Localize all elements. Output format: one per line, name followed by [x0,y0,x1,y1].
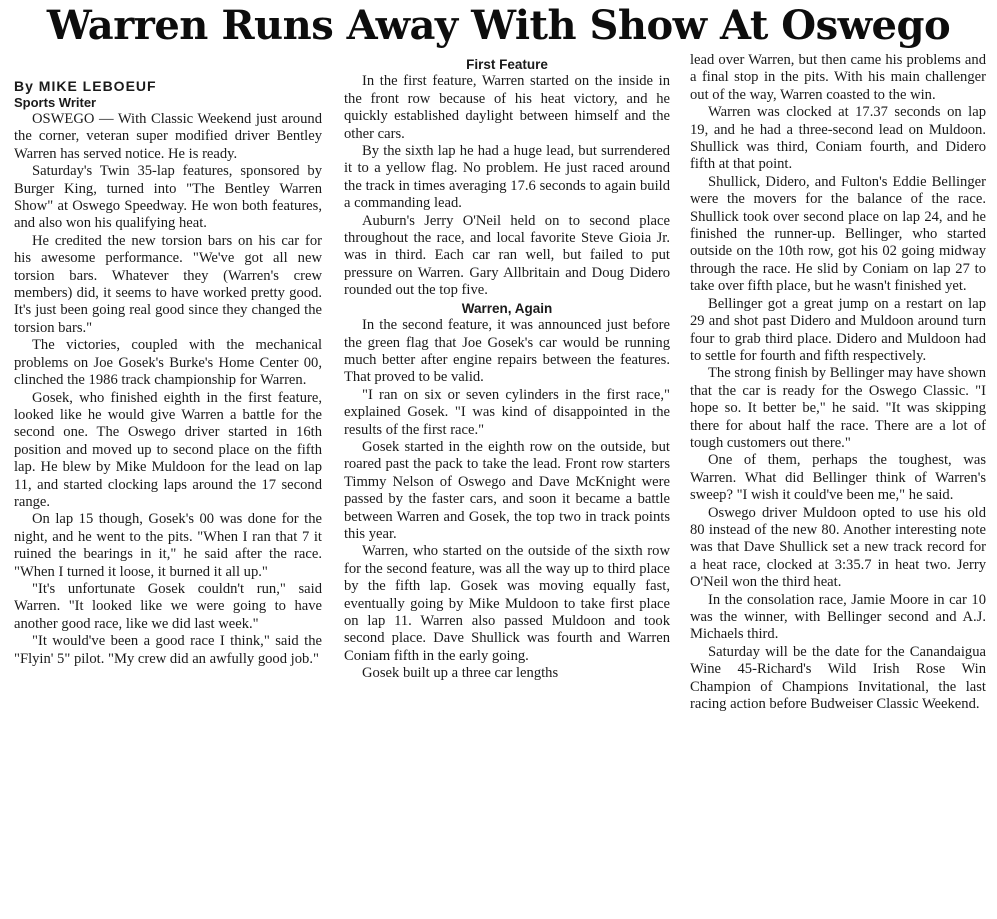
paragraph: On lap 15 though, Gosek's 00 was done for the night, and he went to the pits. "When I ran that 7 it ruined the bearings in it," he said after the race. "When I turned it loose, it burned it all up." [14,511,322,580]
paragraph: In the consolation race, Jamie Moore in car 10 was the winner, with Bellinger second and A.J. Michaels third. [690,591,986,643]
paragraph: Saturday will be the date for the Canandaigua Wine 45-Richard's Wild Irish Rose Win Champion of Champions Invitational, the last racing action before Budweiser Classic Weekend. [690,643,986,713]
paragraph: "It would've been a good race I think," said the "Flyin' 5" pilot. "My crew did an awfully good job." [14,633,322,667]
paragraph: Oswego driver Muldoon opted to use his old 80 instead of the new 80. Another interesting note was that Dave Shullick set a new track record for a heat race, clocked at 3:35.7 in heat two. Jerry O'Neil won the third heat. [690,504,986,591]
paragraph: The victories, coupled with the mechanical problems on Joe Gosek's Burke's Home Center 00, clinched the 1986 track championship for Warren. [14,337,322,389]
paragraph: Gosek built up a three car lengths [362,665,559,682]
column-3 [690,52,986,713]
paragraph: lead over Warren, but then came his problems and a final stop in the pits. With his main challenger out of the way, Warren coasted to the win. [690,52,986,103]
paragraph: Shullick, Didero, and Fulton's Eddie Bellinger were the movers for the balance of the race. Shullick took over second place on lap 24, and he finished the runner-up. Bellinger, who started outside on the 10th row, got his 02 going midway through the race. He slid by Coniam on lap 27 to take over fifth place, but he wasn't finished yet. [690,173,986,295]
paragraph: Warren was clocked at 17.37 seconds on lap 19, and he had a three-second lead on Muldoon. Shullick was third, Coniam fourth, and Didero fifth at that point. [690,104,986,173]
headline: Warren Runs Away With Show At Oswego [46,2,951,49]
paragraph: Warren, who started on the outside of the sixth row for the second feature, was all the way up to third place by the fifth lap. Gosek was moving equally fast, eventually going by Mike Muldoon to take first place on lap 11. Warren also passed Muldoon and took second place. Dave Shullick was fourth and Warren Coniam fifth in the early going. [344,543,670,664]
paragraph: By the sixth lap he had a huge lead, but surrendered it to a yellow flag. No problem. He just raced around the track in times averaging 17.6 seconds to again build a commanding lead. [344,143,670,212]
paragraph: Saturday's Twin 35-lap features, sponsored by Burger King, turned into "The Bentley Warren Show" at Oswego Speedway. He won both features, and also won his qualifying heat. [14,163,322,232]
paragraph: In the first feature, Warren started on the inside in the front row because of his heat victory, and he quickly established daylight between himself and the other cars. [344,73,670,142]
paragraph: One of them, perhaps the toughest, was Warren. What did Bellinger think of Warren's sweep? "I wish it could've been me," he said. [690,452,986,504]
byline-role: Sports Writer [14,95,97,110]
paragraph: Gosek started in the eighth row on the outside, but roared past the pack to take the lead. Front row starters Timmy Nelson of Oswego and Dave McKnight were passed by the faster cars, and soon it became a battle between Warren and Gosek, the top two in track points this year. [344,438,670,542]
paragraph: "It's unfortunate Gosek couldn't run," said Warren. "It looked like we were going to have another good race, like we did last week." [14,580,322,632]
subheading-warren-again: Warren, Again [461,300,553,316]
subheading-first-feature: First Feature [466,57,548,72]
paragraph: "I ran on six or seven cylinders in the first race," explained Gosek. "I was kind of disappointed in the results of the first race." [344,386,670,438]
byline: By MIKE LEBOEUF [14,78,157,94]
paragraph: He credited the new torsion bars on his car for his awesome performance. "We've got all new torsion bars. Whatever they (Warren's crew members) did, it seems to have worked pretty good. It's just been going real good since they changed the torsion bars." [14,232,322,336]
paragraph: Auburn's Jerry O'Neil held on to second place throughout the race, and local favorite Steve Gioia Jr. was in third. Each car ran well, but failed to put pressure on Warren. Gary Allbritain and Doug Didero rounded out the top five. [344,212,670,299]
column-2 [344,56,670,683]
paragraph: The strong finish by Bellinger may have shown that the car is ready for the Oswego Classic. "I hope so. It better be," he said. "It was skipping there for about half the race. There are a lot of tough customers out there." [690,365,986,451]
paragraph: In the second feature, it was announced just before the green flag that Joe Gosek's car would be running much better after engine repairs between the features. That proved to be valid. [344,317,670,386]
paragraph: OSWEGO — With Classic Weekend just around the corner, veteran super modified driver Bentley Warren has served notice. He is ready. [14,111,322,162]
column-1 [14,78,322,668]
paragraph: Gosek, who finished eighth in the first feature, looked like he would give Warren a battle for the second one. The Oswego driver started in 16th position and moved up to second place on the fifth lap. He blew by Mike Muldoon for the lead on lap 11, and started clocking laps around the 17 second range. [14,389,322,510]
paragraph: Bellinger got a great jump on a restart on lap 29 and shot past Didero and Muldoon around turn four to grab third place. Didero and Muldoon had to settle for fourth and fifth respectively. [690,295,986,364]
